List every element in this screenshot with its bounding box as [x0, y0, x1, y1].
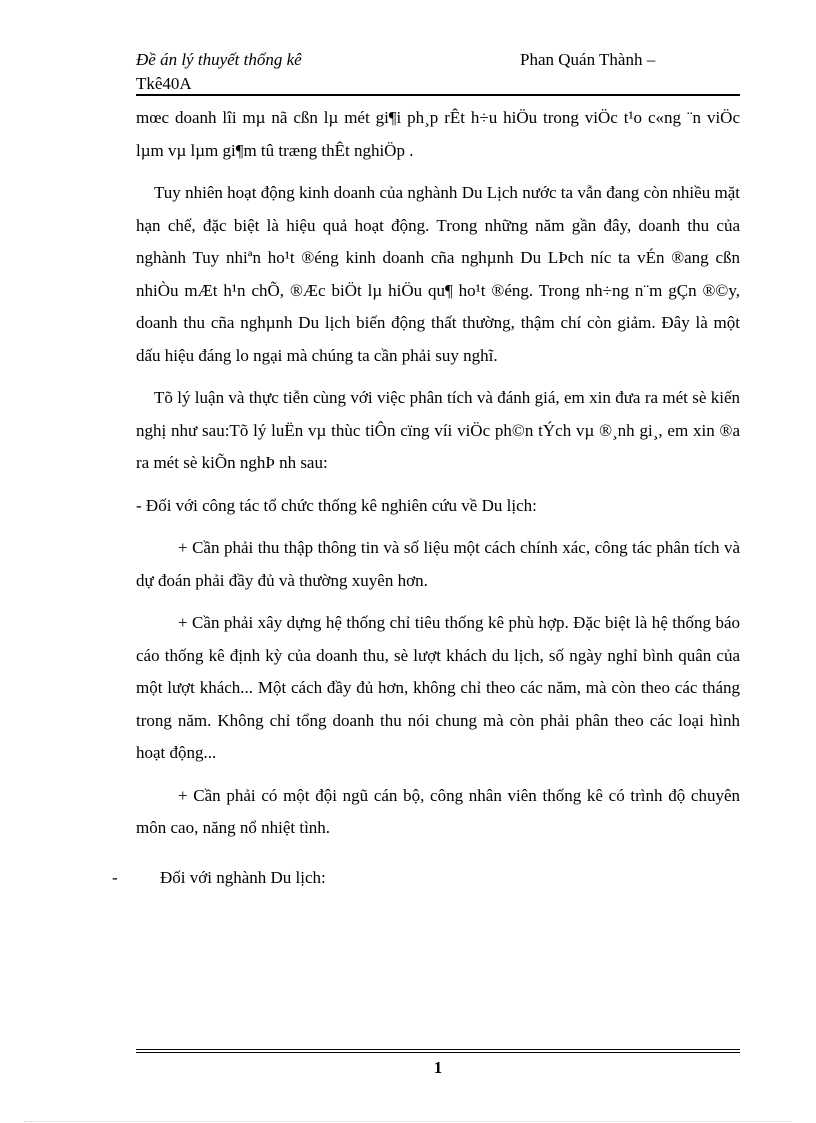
document-body [136, 102, 740, 845]
page-edge [24, 1121, 792, 1122]
footer-divider-bottom [136, 1052, 740, 1053]
paragraph-business-limits: Tuy nhiên hoạt động kinh doanh của nghành Du Lịch nước ta vẫn đang còn nhiều mặt hạn chế, đặc biệt là hiệu quả hoạt động. Trong những năm gần đây, doanh thu của nghành Tuy nhiªn ho¹t ®éng kinh doanh cña nghµnh Du LÞch níc ta vÉn ®ang cßn nhiÒu mÆt h¹n chÕ, ®Æc biÖt lµ hiÖu qu¶ ho¹t ®éng. Trong nh÷ng n¨m gÇn ®©y, doanh thu cña nghµnh Du lịch biến động thất thường, thậm chí còn giảm. Đây là một dấu hiệu đáng lo ngại mà chúng ta cần phải suy nghĩ. [136, 183, 740, 365]
bullet-dash: - [112, 868, 118, 887]
bullet-text: Đối với nghành Du lịch: [160, 868, 326, 887]
class-code: Tkê40A [136, 74, 192, 93]
paragraph-continuation: mœc doanh lîi mµ nã cßn lµ mét gi¶i ph¸p rÊt h÷u hiÖu trong viÖc t¹o c«ng ¨n viÖc lµm vµ lµm gi¶m tû træng thÊt nghiÖp . [136, 108, 740, 160]
paragraph-data-collection: + Cần phải thu thập thông tin và số liệu một cách chính xác, công tác phân tích và dự đoán phải đầy đủ và thường xuyên hơn. [136, 538, 740, 590]
header-divider [136, 94, 740, 96]
footer-divider-top [136, 1049, 740, 1050]
paragraph-staff: + Cần phải có một đội ngũ cán bộ, công nhân viên thống kê có trình độ chuyên môn cao, năng nổ nhiệt tình. [136, 785, 740, 837]
section-statistics-work: - Đối với công tác tổ chức thống kê nghiên cứu về Du lịch: [136, 495, 537, 515]
document-title: Đề án lý thuyết thống kê [136, 50, 302, 69]
paragraph-indicator-system: + Cần phải xây dựng hệ thống chỉ tiêu thống kê phù hợp. Đặc biệt là hệ thống báo cáo thống kê định kỳ của doanh thu, sè lượt khách du lịch, số ngày nghỉ bình quân của một lượt khách... Một cách đầy đủ hơn, không chỉ theo các năm, mà còn theo các tháng trong năm. Không chỉ tổng doanh thu nói chung mà còn phải phân theo các loại hình hoạt động... [136, 613, 740, 762]
paragraph-recommendations-intro: Tõ lý luận và thực tiễn cùng với việc phân tích và đánh giá, em xin đưa ra mét sè kiến nghị như sau:Tõ lý luËn vµ thùc tiÔn cïng víi viÖc ph©n tÝch vµ ®¸nh gi¸, em xin ®a ra mét sè kiÕn nghÞ nh sau: [136, 388, 740, 472]
page-number: 1 [433, 1058, 443, 1077]
author-name: Phan Quán Thành – [520, 50, 656, 69]
